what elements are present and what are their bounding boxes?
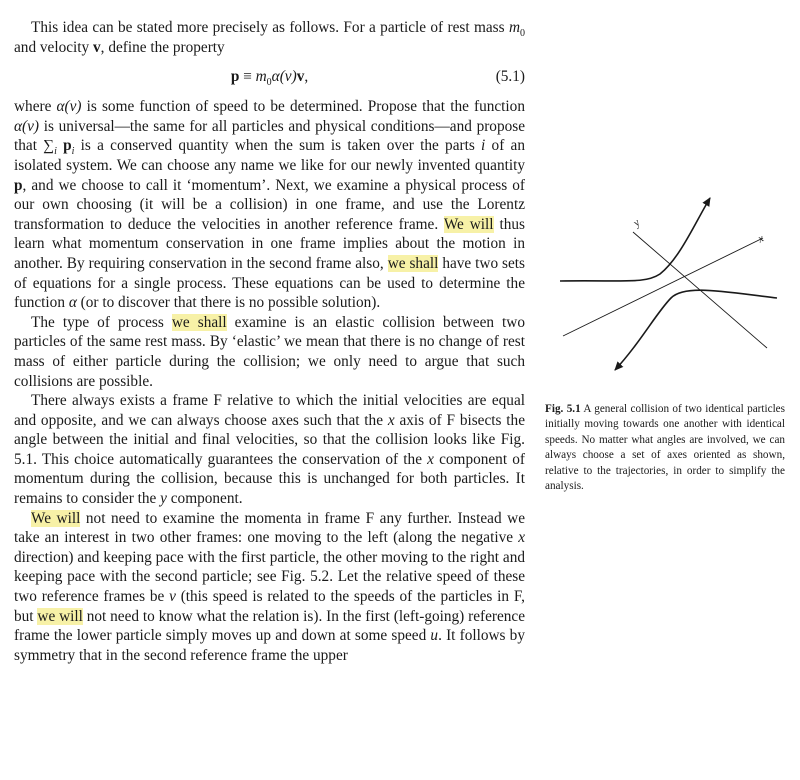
equation-5-1 bbox=[14, 67, 525, 87]
caption-label: Fig. 5.1 bbox=[545, 403, 581, 415]
paragraph-frame-f: There always exists a frame F relative to which the initial velocities are equal and opposite, and we can always choose axes such that the x axis of F bisects the angle between the initial and final velocities, so that the collision looks like Fig. 5.1. This choice automatically guarantees the conservation of the x component of momentum during the collision, because this is unchanged for both particles. It remains to consider the y component. bbox=[14, 392, 525, 508]
highlight-we-will: We will bbox=[443, 215, 494, 233]
main-text-column bbox=[14, 18, 525, 665]
y-axis-label: y bbox=[630, 216, 643, 230]
paragraph-intro: This idea can be stated more precisely as follows. For a particle of rest mass $m_0$ and velocity v, define the property bbox=[14, 19, 525, 56]
figure-caption bbox=[545, 402, 785, 494]
lower-particle-trajectory bbox=[615, 290, 777, 370]
highlight-we-will: we will bbox=[37, 607, 83, 625]
x-axis bbox=[563, 238, 763, 336]
paragraph-other-frames: We will not need to examine the momenta in frame F any further. Instead we take an interest in two other frames: one moving to the left (along the negative x direction) and keeping pace with the first particle, the other moving to the right and keeping pace with the second particle; see Fig. 5.2. Let the relative speed of these two reference frames be v (this speed is related to the speeds of the particles in F, but we will not need to know what the relation is). In the first (left-going) reference frame the lower particle simply moves up and down at some speed u. It follows by symmetry that in the second reference frame the upper bbox=[14, 509, 526, 664]
highlight-we-will: We will bbox=[31, 509, 81, 527]
x-axis-label: x bbox=[756, 232, 766, 246]
upper-particle-trajectory bbox=[560, 198, 710, 281]
highlight-we-shall: we shall bbox=[171, 313, 227, 331]
collision-figure bbox=[545, 188, 785, 378]
equation-number: (5.1) bbox=[495, 68, 525, 86]
highlight-we-shall: we shall bbox=[387, 254, 439, 272]
paragraph-momentum-definition: where α(v) is some function of speed to be determined. Propose that the function α(v) is universal—the same for all particles and physical conditions—and propose that $\sum_i$ $p_i$ is a conserved quantity when the sum is taken over the parts i of an isolated system. We can choose any name we like for our newly invented quantity p, and we choose to call it ‘momentum’. Next, we examine a physical process of our own choosing (it will be a collision) in one frame, and use the Lorentz transformation to deduce the velocities in another reference frame. We will thus learn what momentum conservation in one frame implies about the motion in another. By requiring conservation in the second frame also, we shall have two sets of equations for a single process. These equations can be used to determine the function α (or to discover that there is no possible solution). bbox=[14, 98, 525, 312]
caption-text: A general collision of two identical particles initially moving towards one another with identical speeds. No matter what angles are involved, we can always choose a set of axes oriented as shown, relative to the trajectories, in order to simplify the analysis. bbox=[545, 403, 785, 493]
paragraph-elastic-collision: The type of process we shall examine is an elastic collision between two particles of the same rest mass. By ‘elastic’ we mean that there is no change of rest mass of either particle during the collision; we only need to argue that such collisions are possible. bbox=[14, 313, 525, 390]
equation-body: $p \equiv m_0\alpha(v)v$, bbox=[230, 68, 309, 89]
